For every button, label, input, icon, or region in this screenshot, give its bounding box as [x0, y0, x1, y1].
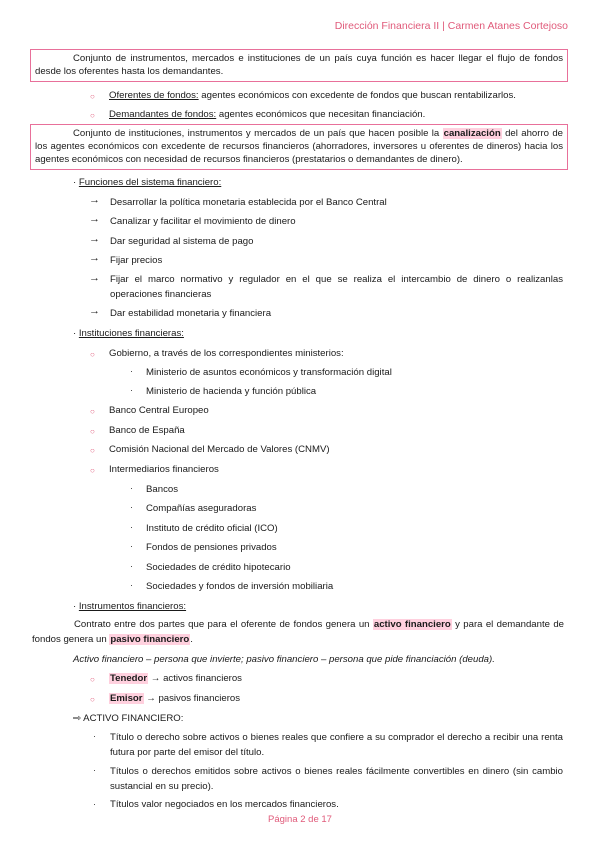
intermediary-item: Sociedades y fondos de inversión mobiliaria — [146, 581, 334, 592]
circle-bullet-icon: ○ — [90, 466, 95, 475]
instruments-heading-text: Instrumentos financieros: — [78, 601, 187, 612]
intermediary-item: Fondos de pensiones privados — [146, 542, 277, 553]
institution-item: Banco Central Europeo — [109, 405, 209, 416]
arrow-right-icon: → — [89, 305, 100, 317]
institutions-heading-text: Instituciones financieras: — [78, 328, 184, 339]
activo-item: Título o derecho sobre activos o bienes reales que confiere a su comprador el derecho a recibir una renta futura por parte del emisor del título. — [110, 732, 563, 758]
term-demandantes: Demandantes de fondos: — [109, 109, 217, 120]
function-item: Dar estabilidad monetaria y financiera — [110, 308, 272, 319]
circle-bullet-icon: ○ — [90, 407, 95, 416]
dot-bullet-icon: · — [130, 580, 133, 590]
intermediary-item: Bancos — [146, 484, 178, 495]
holder-item — [109, 672, 242, 685]
list-item-demandantes — [109, 108, 425, 121]
activo-item: Títulos valor negociados en los mercados financieros. — [110, 799, 339, 810]
circle-bullet-icon: ○ — [90, 695, 95, 704]
term-tenedor: Tenedor — [110, 673, 148, 684]
circle-bullet-icon: ○ — [90, 675, 95, 684]
definition-2-pre: Conjunto de instituciones, instrumentos y mercados de un país que hacen posible la — [73, 128, 443, 139]
activo-item: Títulos o derechos emitidos sobre activos o bienes reales fácilmente convertibles en dinero (sin cambio sustancial en su precio). — [110, 766, 563, 792]
function-item: Dar seguridad al sistema de pago — [110, 236, 254, 247]
term-emisor: Emisor — [110, 693, 143, 704]
instruments-note: Activo financiero – persona que invierte; pasivo financiero – persona que pide financiación (deuda). — [73, 654, 495, 665]
definition-box-1 — [30, 49, 568, 82]
function-item: Fijar precios — [110, 255, 163, 266]
circle-bullet-icon: ○ — [90, 427, 95, 436]
section-heading-institutions: · Instituciones financieras: — [73, 328, 184, 339]
desc-emisor: → pasivos financieros — [143, 693, 241, 704]
page-footer: Página 2 de 17 — [268, 814, 332, 825]
instruments-def-b: y para el demandante de fondos genera un — [32, 619, 564, 645]
institution-item: Intermediarios financieros — [109, 464, 219, 475]
arrow-right-icon: → — [89, 213, 100, 225]
term-oferentes: Oferentes de fondos: — [109, 90, 199, 101]
activo-financiero-heading: ⇨ ACTIVO FINANCIERO: — [73, 713, 184, 724]
intermediary-item: Instituto de crédito oficial (ICO) — [146, 523, 278, 534]
dot-bullet-icon: · — [93, 765, 96, 775]
definition-box-2 — [30, 124, 568, 170]
dot-bullet-icon: · — [130, 502, 133, 512]
dot-bullet-icon: · — [93, 731, 96, 741]
circle-bullet-icon: ○ — [90, 111, 95, 120]
definition-1-text: Conjunto de instrumentos, mercados e instituciones de un país cuya función es hacer llegar el flujo de fondos desde los oferentes hasta los demandantes. — [35, 53, 563, 77]
dot-bullet-icon: · — [130, 385, 133, 395]
section-heading-instruments: · Instrumentos financieros: — [73, 601, 187, 612]
list-item-oferentes — [109, 89, 516, 102]
dot-bullet-icon: · — [93, 799, 96, 809]
circle-bullet-icon: ○ — [90, 350, 95, 359]
intermediary-item: Sociedades de crédito hipotecario — [146, 562, 291, 573]
function-item: Canalizar y facilitar el movimiento de dinero — [110, 216, 296, 227]
dot-bullet-icon: · — [130, 483, 133, 493]
instruments-def-a: Contrato entre dos partes que para el oferente de fondos genera un — [74, 619, 373, 630]
institution-item: Banco de España — [109, 425, 185, 436]
circle-bullet-icon: ○ — [90, 446, 95, 455]
arrow-right-icon: → — [89, 233, 100, 245]
highlight-canalizacion: canalización — [443, 128, 501, 139]
arrow-right-icon: → — [89, 272, 100, 284]
issuer-item — [109, 692, 240, 705]
desc-oferentes: agentes económicos con excedente de fondos que buscan rentabilizarlos. — [198, 90, 516, 101]
highlight-activo-financiero: activo financiero — [373, 619, 451, 630]
arrow-right-icon: → — [89, 194, 100, 206]
section-heading-functions: · Funciones del sistema financiero: — [73, 177, 222, 188]
desc-tenedor: → activos financieros — [148, 673, 242, 684]
desc-demandantes: agentes económicos que necesitan financiación. — [216, 109, 426, 120]
arrow-right-icon: → — [89, 252, 100, 264]
institution-gov: Gobierno, a través de los correspondientes ministerios: — [109, 348, 344, 359]
dot-bullet-icon: · — [130, 366, 133, 376]
page-header: Dirección Financiera II | Carmen Atanes Cortejoso — [334, 20, 568, 32]
dot-bullet-icon: · — [130, 561, 133, 571]
circle-bullet-icon: ○ — [90, 92, 95, 101]
function-item: Fijar el marco normativo y regulador en el que se realiza el intercambio de dinero o realizanlas operaciones financieras — [110, 274, 563, 300]
dot-bullet-icon: · — [130, 522, 133, 532]
dot-bullet-icon: · — [130, 541, 133, 551]
ministry-item: Ministerio de hacienda y función pública — [146, 386, 317, 397]
intermediary-item: Compañías aseguradoras — [146, 503, 257, 514]
functions-heading-text: Funciones del sistema financiero: — [78, 177, 222, 188]
ministry-item: Ministerio de asuntos económicos y transformación digital — [146, 367, 392, 378]
function-item: Desarrollar la política monetaria establecida por el Banco Central — [110, 197, 387, 208]
highlight-pasivo-financiero: pasivo financiero — [110, 634, 190, 645]
instruments-def-c: . — [190, 634, 193, 645]
instruments-definition — [32, 617, 564, 647]
institution-item: Comisión Nacional del Mercado de Valores (CNMV) — [109, 444, 330, 455]
definition-2-post: del ahorro de los agentes económicos con excedente de recursos financieros (ahorradores, inversores u oferentes de dineros) hacia los agentes económicos con necesidad de recursos financieros (prestatarios o demandantes de dinero). — [35, 128, 564, 165]
